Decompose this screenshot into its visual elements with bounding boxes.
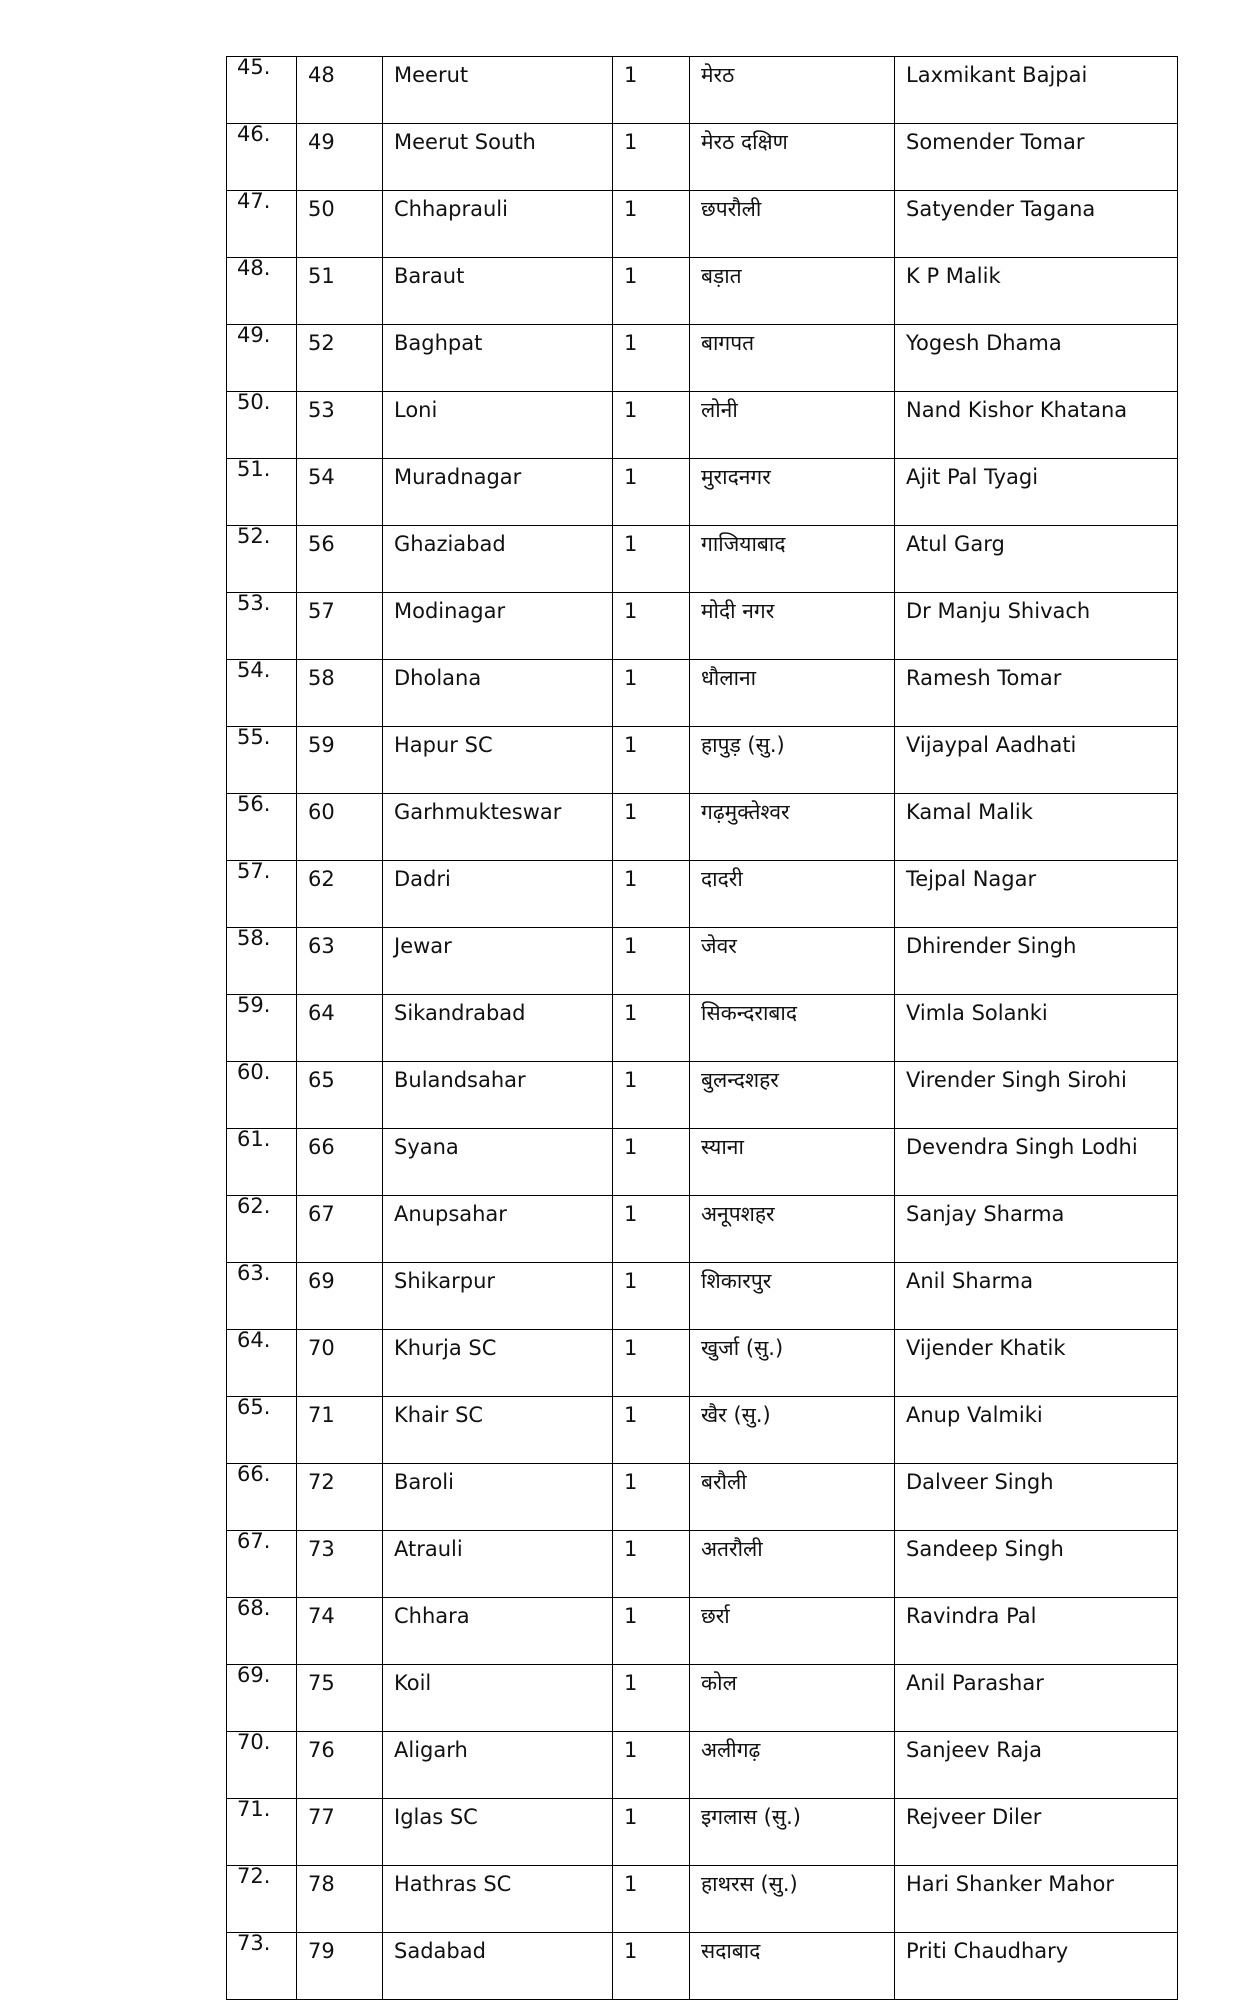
constituency-name-cell: Hathras SC	[383, 1866, 613, 1933]
constituency-name-cell: Bulandsahar	[383, 1062, 613, 1129]
table-row	[227, 1665, 1178, 1732]
table-row	[227, 526, 1178, 593]
seat-count-cell: 1	[613, 392, 690, 459]
constituency-number-cell: 74	[297, 1598, 383, 1665]
seat-count-cell: 1	[613, 727, 690, 794]
candidate-name-cell: Hari Shanker Mahor	[895, 1866, 1178, 1933]
constituency-name-cell: Sikandrabad	[383, 995, 613, 1062]
seat-count-cell: 1	[613, 1866, 690, 1933]
seat-count-cell: 1	[613, 57, 690, 124]
table-row	[227, 1933, 1178, 2000]
constituency-hindi-name-cell: कोल	[690, 1665, 895, 1732]
table-row	[227, 1531, 1178, 1598]
serial-number-cell: 47.	[227, 191, 297, 258]
constituency-number-cell: 57	[297, 593, 383, 660]
constituency-hindi-name-cell: धौलाना	[690, 660, 895, 727]
seat-count-cell: 1	[613, 593, 690, 660]
constituency-hindi-name-cell: अतरौली	[690, 1531, 895, 1598]
candidate-list-table	[226, 56, 1178, 2000]
table-row	[227, 1397, 1178, 1464]
seat-count-cell: 1	[613, 124, 690, 191]
candidate-name-cell: Ravindra Pal	[895, 1598, 1178, 1665]
candidate-name-cell: Ajit Pal Tyagi	[895, 459, 1178, 526]
constituency-number-cell: 53	[297, 392, 383, 459]
constituency-hindi-name-cell: मुरादनगर	[690, 459, 895, 526]
constituency-number-cell: 67	[297, 1196, 383, 1263]
serial-number-cell: 62.	[227, 1196, 297, 1263]
constituency-number-cell: 78	[297, 1866, 383, 1933]
candidate-name-cell: Sanjay Sharma	[895, 1196, 1178, 1263]
constituency-hindi-name-cell: छपरौली	[690, 191, 895, 258]
constituency-hindi-name-cell: बागपत	[690, 325, 895, 392]
seat-count-cell: 1	[613, 1665, 690, 1732]
constituency-name-cell: Dadri	[383, 861, 613, 928]
table-row	[227, 861, 1178, 928]
candidate-name-cell: Priti Chaudhary	[895, 1933, 1178, 2000]
constituency-number-cell: 56	[297, 526, 383, 593]
constituency-number-cell: 70	[297, 1330, 383, 1397]
constituency-number-cell: 60	[297, 794, 383, 861]
candidate-name-cell: Vijender Khatik	[895, 1330, 1178, 1397]
seat-count-cell: 1	[613, 526, 690, 593]
table-row	[227, 1263, 1178, 1330]
seat-count-cell: 1	[613, 1196, 690, 1263]
candidate-list-body	[227, 57, 1178, 2000]
constituency-name-cell: Iglas SC	[383, 1799, 613, 1866]
constituency-number-cell: 49	[297, 124, 383, 191]
candidate-name-cell: Yogesh Dhama	[895, 325, 1178, 392]
candidate-name-cell: Laxmikant Bajpai	[895, 57, 1178, 124]
serial-number-cell: 51.	[227, 459, 297, 526]
table-row	[227, 1732, 1178, 1799]
table-row	[227, 727, 1178, 794]
candidate-name-cell: Sanjeev Raja	[895, 1732, 1178, 1799]
table-row	[227, 459, 1178, 526]
table-row	[227, 1129, 1178, 1196]
candidate-name-cell: Devendra Singh Lodhi	[895, 1129, 1178, 1196]
constituency-hindi-name-cell: गढ़मुक्तेश्वर	[690, 794, 895, 861]
serial-number-cell: 53.	[227, 593, 297, 660]
serial-number-cell: 59.	[227, 995, 297, 1062]
serial-number-cell: 55.	[227, 727, 297, 794]
seat-count-cell: 1	[613, 1799, 690, 1866]
constituency-number-cell: 65	[297, 1062, 383, 1129]
constituency-number-cell: 48	[297, 57, 383, 124]
serial-number-cell: 71.	[227, 1799, 297, 1866]
serial-number-cell: 66.	[227, 1464, 297, 1531]
seat-count-cell: 1	[613, 1397, 690, 1464]
constituency-name-cell: Baghpat	[383, 325, 613, 392]
serial-number-cell: 58.	[227, 928, 297, 995]
candidate-name-cell: Anil Parashar	[895, 1665, 1178, 1732]
seat-count-cell: 1	[613, 1598, 690, 1665]
serial-number-cell: 48.	[227, 258, 297, 325]
seat-count-cell: 1	[613, 1933, 690, 2000]
constituency-number-cell: 75	[297, 1665, 383, 1732]
candidate-name-cell: Vimla Solanki	[895, 995, 1178, 1062]
seat-count-cell: 1	[613, 459, 690, 526]
seat-count-cell: 1	[613, 861, 690, 928]
table-row	[227, 258, 1178, 325]
candidate-name-cell: Anil Sharma	[895, 1263, 1178, 1330]
constituency-number-cell: 51	[297, 258, 383, 325]
serial-number-cell: 45.	[227, 57, 297, 124]
constituency-number-cell: 52	[297, 325, 383, 392]
constituency-name-cell: Dholana	[383, 660, 613, 727]
table-row	[227, 325, 1178, 392]
constituency-hindi-name-cell: खैर (सु.)	[690, 1397, 895, 1464]
constituency-number-cell: 62	[297, 861, 383, 928]
seat-count-cell: 1	[613, 1732, 690, 1799]
candidate-name-cell: Ramesh Tomar	[895, 660, 1178, 727]
table-row	[227, 1196, 1178, 1263]
seat-count-cell: 1	[613, 1464, 690, 1531]
serial-number-cell: 60.	[227, 1062, 297, 1129]
table-row	[227, 794, 1178, 861]
seat-count-cell: 1	[613, 325, 690, 392]
constituency-name-cell: Shikarpur	[383, 1263, 613, 1330]
constituency-number-cell: 59	[297, 727, 383, 794]
candidate-name-cell: Tejpal Nagar	[895, 861, 1178, 928]
table-row	[227, 995, 1178, 1062]
candidate-name-cell: K P Malik	[895, 258, 1178, 325]
seat-count-cell: 1	[613, 660, 690, 727]
serial-number-cell: 50.	[227, 392, 297, 459]
constituency-name-cell: Ghaziabad	[383, 526, 613, 593]
constituency-hindi-name-cell: सदाबाद	[690, 1933, 895, 2000]
constituency-hindi-name-cell: अलीगढ़	[690, 1732, 895, 1799]
seat-count-cell: 1	[613, 995, 690, 1062]
serial-number-cell: 52.	[227, 526, 297, 593]
seat-count-cell: 1	[613, 1263, 690, 1330]
serial-number-cell: 64.	[227, 1330, 297, 1397]
constituency-name-cell: Chhara	[383, 1598, 613, 1665]
constituency-name-cell: Hapur SC	[383, 727, 613, 794]
constituency-hindi-name-cell: मोदी नगर	[690, 593, 895, 660]
table-row	[227, 660, 1178, 727]
constituency-name-cell: Atrauli	[383, 1531, 613, 1598]
constituency-hindi-name-cell: सिकन्दराबाद	[690, 995, 895, 1062]
constituency-hindi-name-cell: बरौली	[690, 1464, 895, 1531]
constituency-hindi-name-cell: हाथरस (सु.)	[690, 1866, 895, 1933]
constituency-name-cell: Aligarh	[383, 1732, 613, 1799]
serial-number-cell: 46.	[227, 124, 297, 191]
constituency-hindi-name-cell: बुलन्दशहर	[690, 1062, 895, 1129]
constituency-hindi-name-cell: गाजियाबाद	[690, 526, 895, 593]
constituency-name-cell: Khurja SC	[383, 1330, 613, 1397]
constituency-hindi-name-cell: जेवर	[690, 928, 895, 995]
table-row	[227, 593, 1178, 660]
constituency-hindi-name-cell: बड़ात	[690, 258, 895, 325]
seat-count-cell: 1	[613, 1531, 690, 1598]
seat-count-cell: 1	[613, 1129, 690, 1196]
constituency-number-cell: 54	[297, 459, 383, 526]
constituency-name-cell: Chhaprauli	[383, 191, 613, 258]
seat-count-cell: 1	[613, 191, 690, 258]
constituency-number-cell: 71	[297, 1397, 383, 1464]
serial-number-cell: 56.	[227, 794, 297, 861]
candidate-name-cell: Dalveer Singh	[895, 1464, 1178, 1531]
constituency-name-cell: Meerut South	[383, 124, 613, 191]
serial-number-cell: 61.	[227, 1129, 297, 1196]
constituency-hindi-name-cell: अनूपशहर	[690, 1196, 895, 1263]
table-row	[227, 1866, 1178, 1933]
constituency-hindi-name-cell: मेरठ दक्षिण	[690, 124, 895, 191]
constituency-name-cell: Anupsahar	[383, 1196, 613, 1263]
constituency-hindi-name-cell: इगलास (सु.)	[690, 1799, 895, 1866]
constituency-name-cell: Khair SC	[383, 1397, 613, 1464]
constituency-name-cell: Syana	[383, 1129, 613, 1196]
constituency-number-cell: 63	[297, 928, 383, 995]
seat-count-cell: 1	[613, 1330, 690, 1397]
constituency-hindi-name-cell: हापुड़ (सु.)	[690, 727, 895, 794]
serial-number-cell: 70.	[227, 1732, 297, 1799]
candidate-name-cell: Dr Manju Shivach	[895, 593, 1178, 660]
table-row	[227, 1464, 1178, 1531]
seat-count-cell: 1	[613, 1062, 690, 1129]
table-row	[227, 392, 1178, 459]
seat-count-cell: 1	[613, 928, 690, 995]
candidate-name-cell: Kamal Malik	[895, 794, 1178, 861]
constituency-hindi-name-cell: छर्रा	[690, 1598, 895, 1665]
serial-number-cell: 73.	[227, 1933, 297, 2000]
constituency-name-cell: Jewar	[383, 928, 613, 995]
constituency-name-cell: Koil	[383, 1665, 613, 1732]
constituency-name-cell: Meerut	[383, 57, 613, 124]
constituency-name-cell: Sadabad	[383, 1933, 613, 2000]
serial-number-cell: 57.	[227, 861, 297, 928]
candidate-name-cell: Satyender Tagana	[895, 191, 1178, 258]
constituency-name-cell: Baroli	[383, 1464, 613, 1531]
serial-number-cell: 72.	[227, 1866, 297, 1933]
constituency-number-cell: 72	[297, 1464, 383, 1531]
constituency-number-cell: 64	[297, 995, 383, 1062]
candidate-name-cell: Nand Kishor Khatana	[895, 392, 1178, 459]
constituency-number-cell: 76	[297, 1732, 383, 1799]
seat-count-cell: 1	[613, 258, 690, 325]
serial-number-cell: 68.	[227, 1598, 297, 1665]
candidate-name-cell: Atul Garg	[895, 526, 1178, 593]
table-row	[227, 1799, 1178, 1866]
table-row	[227, 1330, 1178, 1397]
constituency-name-cell: Garhmukteswar	[383, 794, 613, 861]
constituency-number-cell: 79	[297, 1933, 383, 2000]
constituency-hindi-name-cell: शिकारपुर	[690, 1263, 895, 1330]
table-row	[227, 191, 1178, 258]
seat-count-cell: 1	[613, 794, 690, 861]
candidate-name-cell: Sandeep Singh	[895, 1531, 1178, 1598]
constituency-name-cell: Loni	[383, 392, 613, 459]
table-row	[227, 928, 1178, 995]
constituency-name-cell: Muradnagar	[383, 459, 613, 526]
constituency-hindi-name-cell: खुर्जा (सु.)	[690, 1330, 895, 1397]
constituency-number-cell: 69	[297, 1263, 383, 1330]
candidate-name-cell: Rejveer Diler	[895, 1799, 1178, 1866]
constituency-hindi-name-cell: स्याना	[690, 1129, 895, 1196]
constituency-hindi-name-cell: लोनी	[690, 392, 895, 459]
constituency-name-cell: Modinagar	[383, 593, 613, 660]
candidate-name-cell: Dhirender Singh	[895, 928, 1178, 995]
candidate-name-cell: Anup Valmiki	[895, 1397, 1178, 1464]
candidate-name-cell: Somender Tomar	[895, 124, 1178, 191]
table-row	[227, 1062, 1178, 1129]
table-row	[227, 1598, 1178, 1665]
candidate-name-cell: Virender Singh Sirohi	[895, 1062, 1178, 1129]
constituency-hindi-name-cell: दादरी	[690, 861, 895, 928]
serial-number-cell: 49.	[227, 325, 297, 392]
table-row	[227, 57, 1178, 124]
serial-number-cell: 65.	[227, 1397, 297, 1464]
serial-number-cell: 63.	[227, 1263, 297, 1330]
table-row	[227, 124, 1178, 191]
constituency-number-cell: 66	[297, 1129, 383, 1196]
candidate-name-cell: Vijaypal Aadhati	[895, 727, 1178, 794]
constituency-name-cell: Baraut	[383, 258, 613, 325]
constituency-number-cell: 73	[297, 1531, 383, 1598]
constituency-number-cell: 58	[297, 660, 383, 727]
serial-number-cell: 69.	[227, 1665, 297, 1732]
constituency-number-cell: 50	[297, 191, 383, 258]
serial-number-cell: 54.	[227, 660, 297, 727]
serial-number-cell: 67.	[227, 1531, 297, 1598]
constituency-number-cell: 77	[297, 1799, 383, 1866]
constituency-hindi-name-cell: मेरठ	[690, 57, 895, 124]
